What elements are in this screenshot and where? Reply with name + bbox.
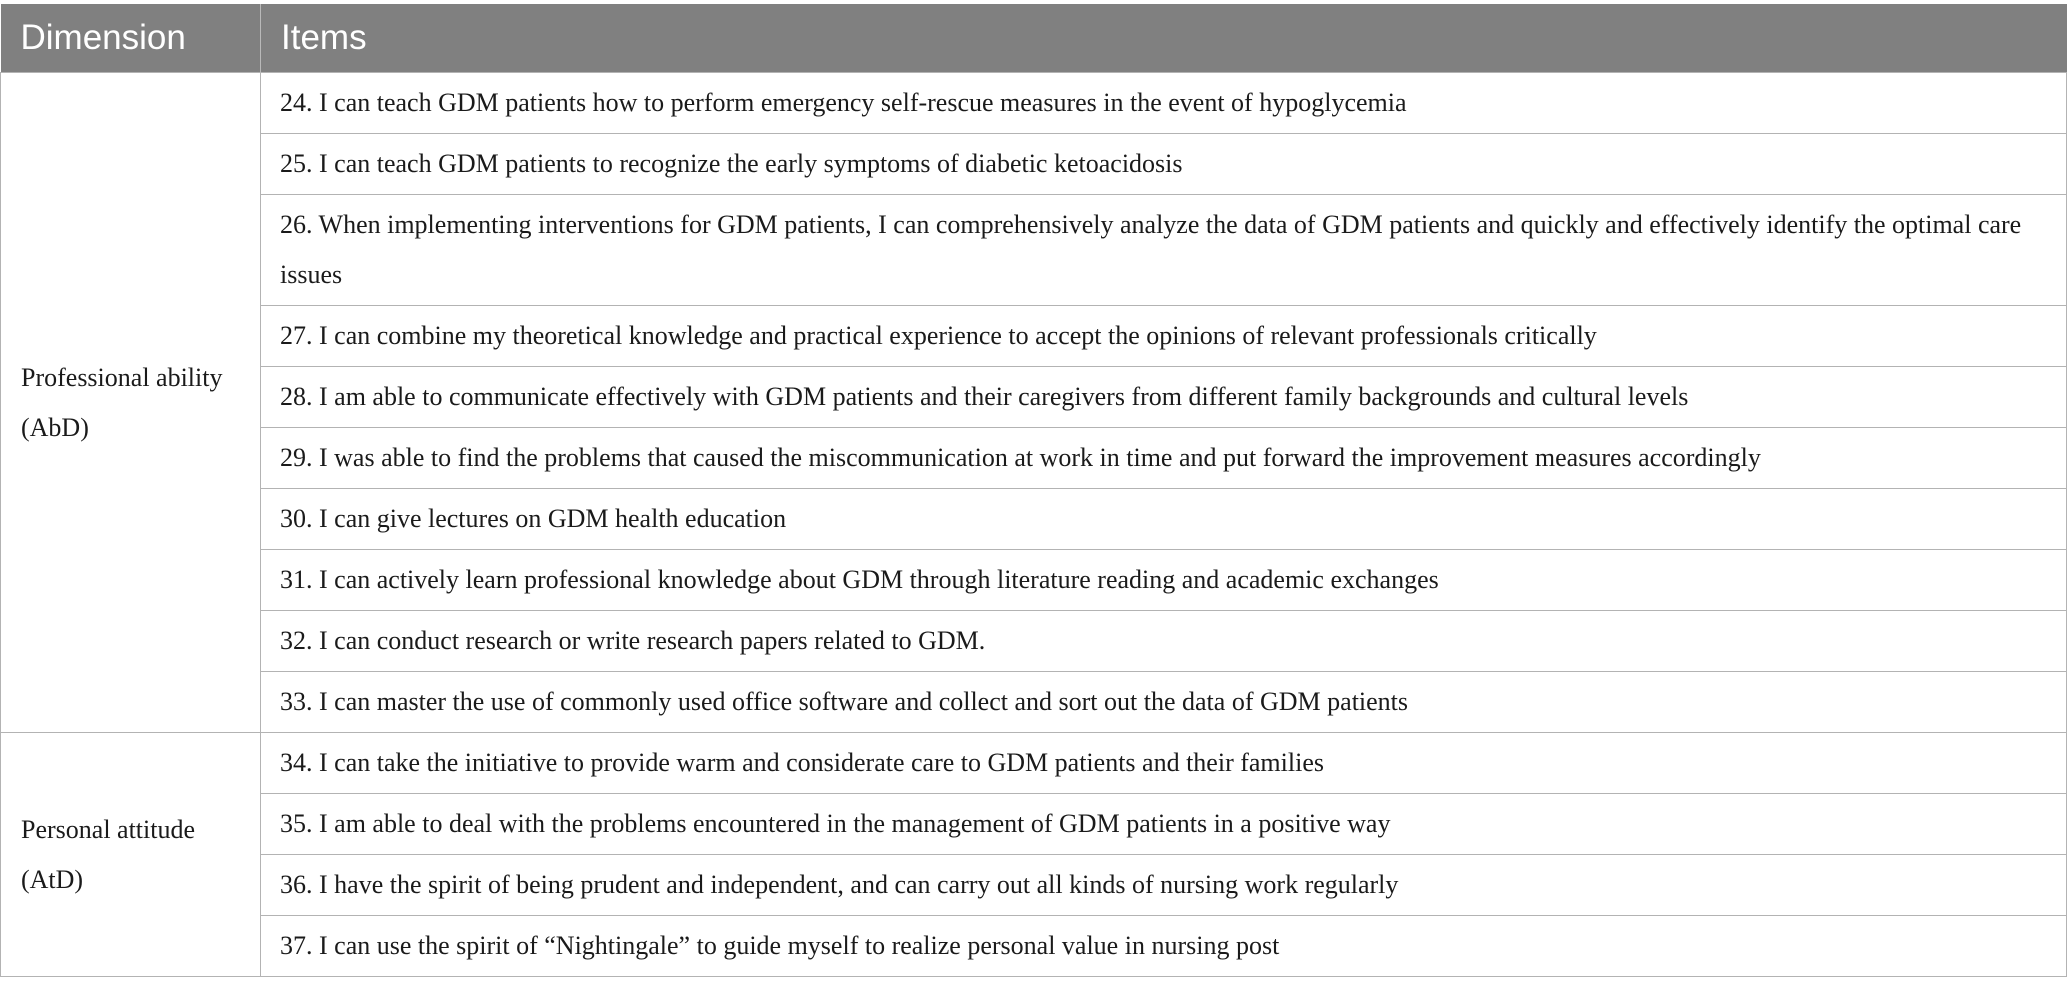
dimension-label: Professional ability <box>21 362 223 392</box>
table-row <box>1 306 2067 367</box>
item-cell: 35. I am able to deal with the problems encountered in the management of GDM patients in a positive way <box>261 794 2067 855</box>
dimension-label: Personal attitude <box>21 814 196 844</box>
table-row <box>1 672 2067 733</box>
items-table <box>0 4 2067 977</box>
table-row <box>1 195 2067 306</box>
table-row <box>1 134 2067 195</box>
item-cell: 31. I can actively learn professional knowledge about GDM through literature reading and academic exchanges <box>261 550 2067 611</box>
table-row <box>1 73 2067 134</box>
table-row <box>1 611 2067 672</box>
items-table-container <box>0 4 2067 977</box>
table-row <box>1 428 2067 489</box>
header-row <box>1 4 2067 73</box>
item-cell: 32. I can conduct research or write research papers related to GDM. <box>261 611 2067 672</box>
item-cell: 25. I can teach GDM patients to recognize the early symptoms of diabetic ketoacidosis <box>261 134 2067 195</box>
header-items: Items <box>261 4 2067 73</box>
table-row <box>1 733 2067 794</box>
header-dimension: Dimension <box>1 4 261 73</box>
item-cell: 34. I can take the initiative to provide warm and considerate care to GDM patients and their families <box>261 733 2067 794</box>
table-row <box>1 794 2067 855</box>
item-cell: 24. I can teach GDM patients how to perform emergency self-rescue measures in the event of hypoglycemia <box>261 73 2067 134</box>
table-row <box>1 367 2067 428</box>
item-cell: 27. I can combine my theoretical knowledge and practical experience to accept the opinions of relevant professionals critically <box>261 306 2067 367</box>
table-row <box>1 916 2067 977</box>
table-row <box>1 550 2067 611</box>
item-cell: 33. I can master the use of commonly used office software and collect and sort out the data of GDM patients <box>261 672 2067 733</box>
item-cell: 37. I can use the spirit of “Nightingale” to guide myself to realize personal value in nursing post <box>261 916 2067 977</box>
table-row <box>1 489 2067 550</box>
item-cell: 36. I have the spirit of being prudent and independent, and can carry out all kinds of nursing work regularly <box>261 855 2067 916</box>
item-cell: 30. I can give lectures on GDM health education <box>261 489 2067 550</box>
item-cell: 28. I am able to communicate effectively with GDM patients and their caregivers from different family backgrounds and cultural levels <box>261 367 2067 428</box>
dimension-cell-personal-attitude <box>1 733 261 977</box>
dimension-cell-professional-ability <box>1 73 261 733</box>
table-row <box>1 855 2067 916</box>
item-cell: 26. When implementing interventions for GDM patients, I can comprehensively analyze the data of GDM patients and quickly and effectively identify the optimal care issues <box>261 195 2067 306</box>
dimension-code: (AtD) <box>21 864 84 894</box>
item-cell: 29. I was able to find the problems that caused the miscommunication at work in time and put forward the improvement measures accordingly <box>261 428 2067 489</box>
dimension-code: (AbD) <box>21 412 89 442</box>
